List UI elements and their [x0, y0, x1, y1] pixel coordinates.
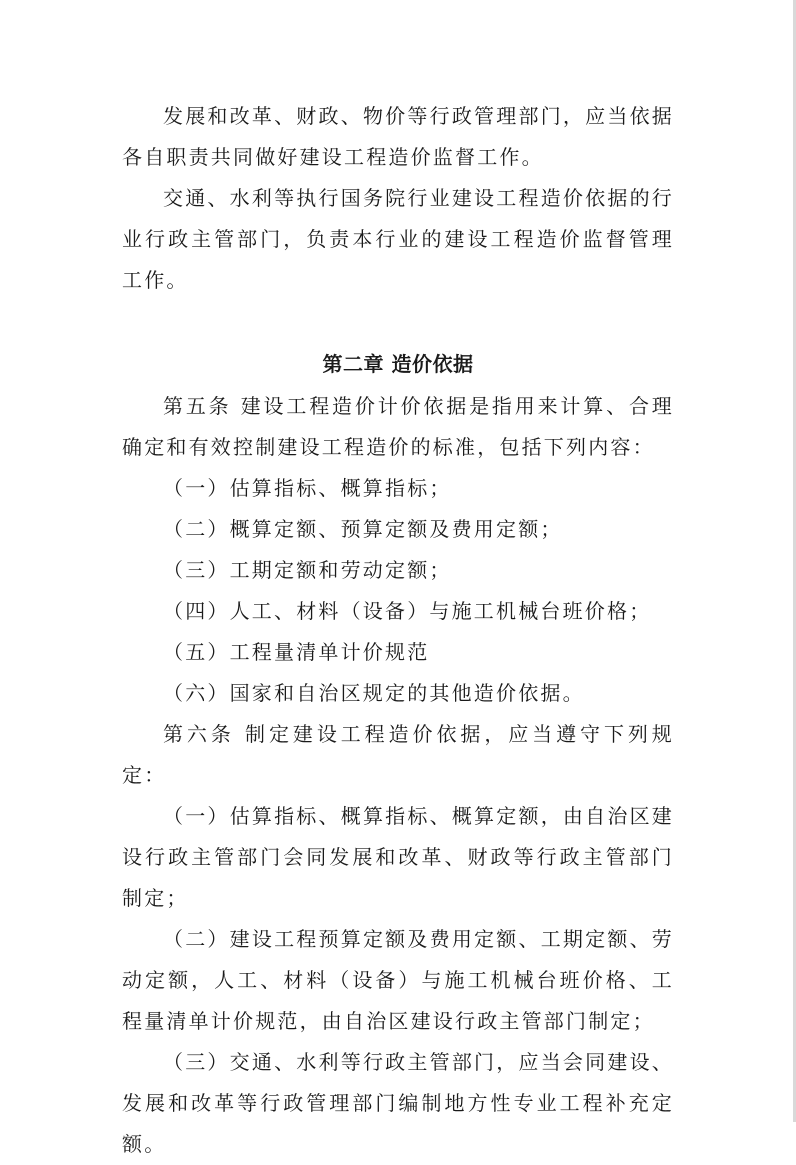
article-5-item-5: （五）工程量清单计价规范: [163, 640, 430, 664]
article-5-item-2: （二）概算定额、预算定额及费用定额；: [163, 517, 563, 541]
article-6-item-1: （一）估算指标、概算指标、概算定额，由自治区建设行政主管部门会同发展和改革、财政等行政主管部门制定；: [122, 804, 674, 910]
document-body: [122, 96, 674, 1165]
chapter-title: 第二章 造价依据: [322, 352, 474, 376]
section-spacer: [122, 301, 674, 343]
article-5: 第五条 建设工程造价计价依据是指用来计算、合理确定和有效控制建设工程造价的标准，包括下列内容：: [122, 394, 674, 459]
article-6-item-2: （二）建设工程预算定额及费用定额、工期定额、劳动定额，人工、材料（设备）与施工机械台班价格、工程量清单计价规范，由自治区建设行政主管部门制定；: [122, 927, 674, 1033]
article-5-item-3: （三）工期定额和劳动定额；: [163, 558, 452, 582]
article-5-item-1: （一）估算指标、概算指标；: [163, 476, 452, 500]
article-5-item-4: （四）人工、材料（设备）与施工机械台班价格；: [163, 599, 652, 623]
paragraph-industry-supervision: 交通、水利等执行国务院行业建设工程造价依据的行业行政主管部门，负责本行业的建设工程造价监督管理工作。: [122, 186, 674, 292]
article-5-item-6: （六）国家和自治区规定的其他造价依据。: [163, 681, 585, 705]
paragraph-supervision-duties: 发展和改革、财政、物价等行政管理部门，应当依据各自职责共同做好建设工程造价监督工作。: [122, 104, 674, 169]
article-6-item-3: （三）交通、水利等行政主管部门，应当会同建设、发展和改革等行政管理部门编制地方性专业工程补充定额。: [122, 1050, 674, 1156]
article-6: 第六条 制定建设工程造价依据，应当遵守下列规定：: [122, 722, 674, 787]
